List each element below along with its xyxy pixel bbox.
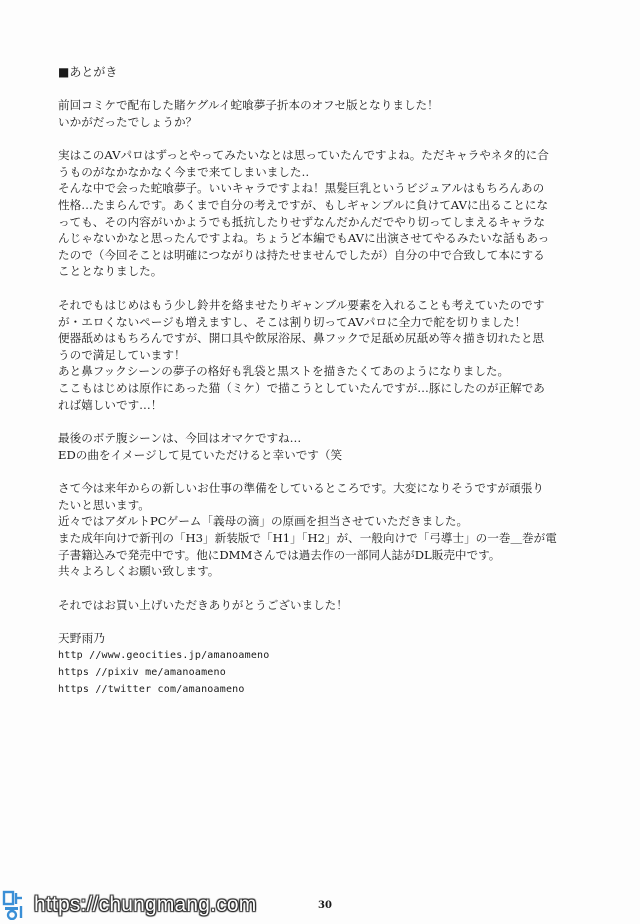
paragraph xyxy=(58,97,588,130)
text-line: さて今は来年からの新しいお仕事の準備をしているところです。大変になりそうですが頑張り xyxy=(58,481,544,496)
text-line: 前回コミケで配布した賭ケグルイ蛇喰夢子折本のオフセ版となりました！ xyxy=(58,98,439,112)
text-line: んじゃないかなと思ったんですよね。ちょうど本編でもAVに出演させてやるみたいな話もあっ xyxy=(58,231,550,246)
text-line: うので満足しています！ xyxy=(58,347,186,362)
text-line: 子書籍込みで発売中です。他にDMMさんでは過去作の一部同人誌がDL販売中です。 xyxy=(58,547,501,562)
text-line: あと鼻フックシーンの夢子の格好も乳袋と黒ストを描きたくてあのようになりました。 xyxy=(58,364,510,379)
text-line: 最後のボテ腹シーンは、今回はオマケですね… xyxy=(58,431,302,446)
paragraph xyxy=(58,597,588,614)
text-line: 便器舐めはもちろんですが、開口具や飲尿浴尿、鼻フックで足舐め尻舐め等々描き切れたと思 xyxy=(58,331,545,346)
text-line: それではお買い上げいただきありがとうございました！ xyxy=(58,597,348,612)
text-line: EDの曲をイメージして見ていただけると幸いです（笑 xyxy=(58,447,343,462)
link-geocities[interactable]: http //www.geocities.jp/amanoameno xyxy=(58,650,270,662)
text-line: ここもはじめは原作にあった猫（ミケ）で描こうとしていたんですが…豚にしたのが正解であ xyxy=(58,380,545,395)
text-line: 性格…たまらんです。あくまで自分の考えですが、もしギャンブルに負けてAVに出ることにな xyxy=(58,197,549,212)
site-watermark xyxy=(2,889,257,921)
text-line: いかがだったでしょうか？ xyxy=(58,114,198,129)
text-line: そんな中で会った蛇喰夢子。いいキャラですよね！黒髪巨乳というビジュアルはもちろんあの xyxy=(58,181,545,196)
text-line: れば嬉しいです…！ xyxy=(58,397,163,412)
signature-block xyxy=(58,630,588,698)
paragraph xyxy=(58,147,588,280)
page-number: 30 xyxy=(318,900,332,911)
afterword-content xyxy=(58,64,588,698)
text-line: うものがなかなかなく今まで来てしまいました‥ xyxy=(58,164,310,179)
afterword-body xyxy=(58,97,588,613)
text-line: たので（今回そことは明確につながりは持たせませんでしたが）自分の中で合致して本にする xyxy=(58,247,545,262)
paragraph xyxy=(58,430,588,463)
text-line: っても、その内容がいかようでも抵抗したりせずなんだかんだでやり切ってしまえるキャラな xyxy=(58,214,545,229)
paragraph xyxy=(58,297,588,413)
text-line: 共々よろしくお願い致します。 xyxy=(58,564,220,579)
text-line: たいと思います。 xyxy=(58,497,150,512)
chungmang-logo-icon xyxy=(2,890,28,920)
afterword-heading: ■あとがき xyxy=(58,65,118,79)
watermark-url: https://chungmang.com xyxy=(34,893,257,916)
paragraph xyxy=(58,480,588,580)
link-pixiv[interactable]: https //pixiv me/amanoameno xyxy=(58,667,226,679)
text-line: が・エロくないページも増えますし、そこは割り切ってAVパロに全力で舵を切りました！ xyxy=(58,314,527,329)
text-line: 近々ではアダルトPCゲーム「義母の滴」の原画を担当させていただきました。 xyxy=(58,514,469,529)
author-name: 天野雨乃 xyxy=(58,631,106,646)
link-twitter[interactable]: https //twitter com/amanoameno xyxy=(58,684,245,696)
text-line: それでもはじめはもう少し鈴井を絡ませたりギャンブル要素を入れることも考えていたのです xyxy=(58,297,545,312)
text-line: こととなりました。 xyxy=(58,264,163,279)
text-line: 実はこのAVパロはずっとやってみたいなとは思っていたんですよね。ただキャラやネタ的に合 xyxy=(58,148,549,163)
text-line: また成年向けで新刊の「H3」新装版で「H1」「H2」が、一般向けで「弓導士」の一巻＿巻が電 xyxy=(58,531,557,546)
